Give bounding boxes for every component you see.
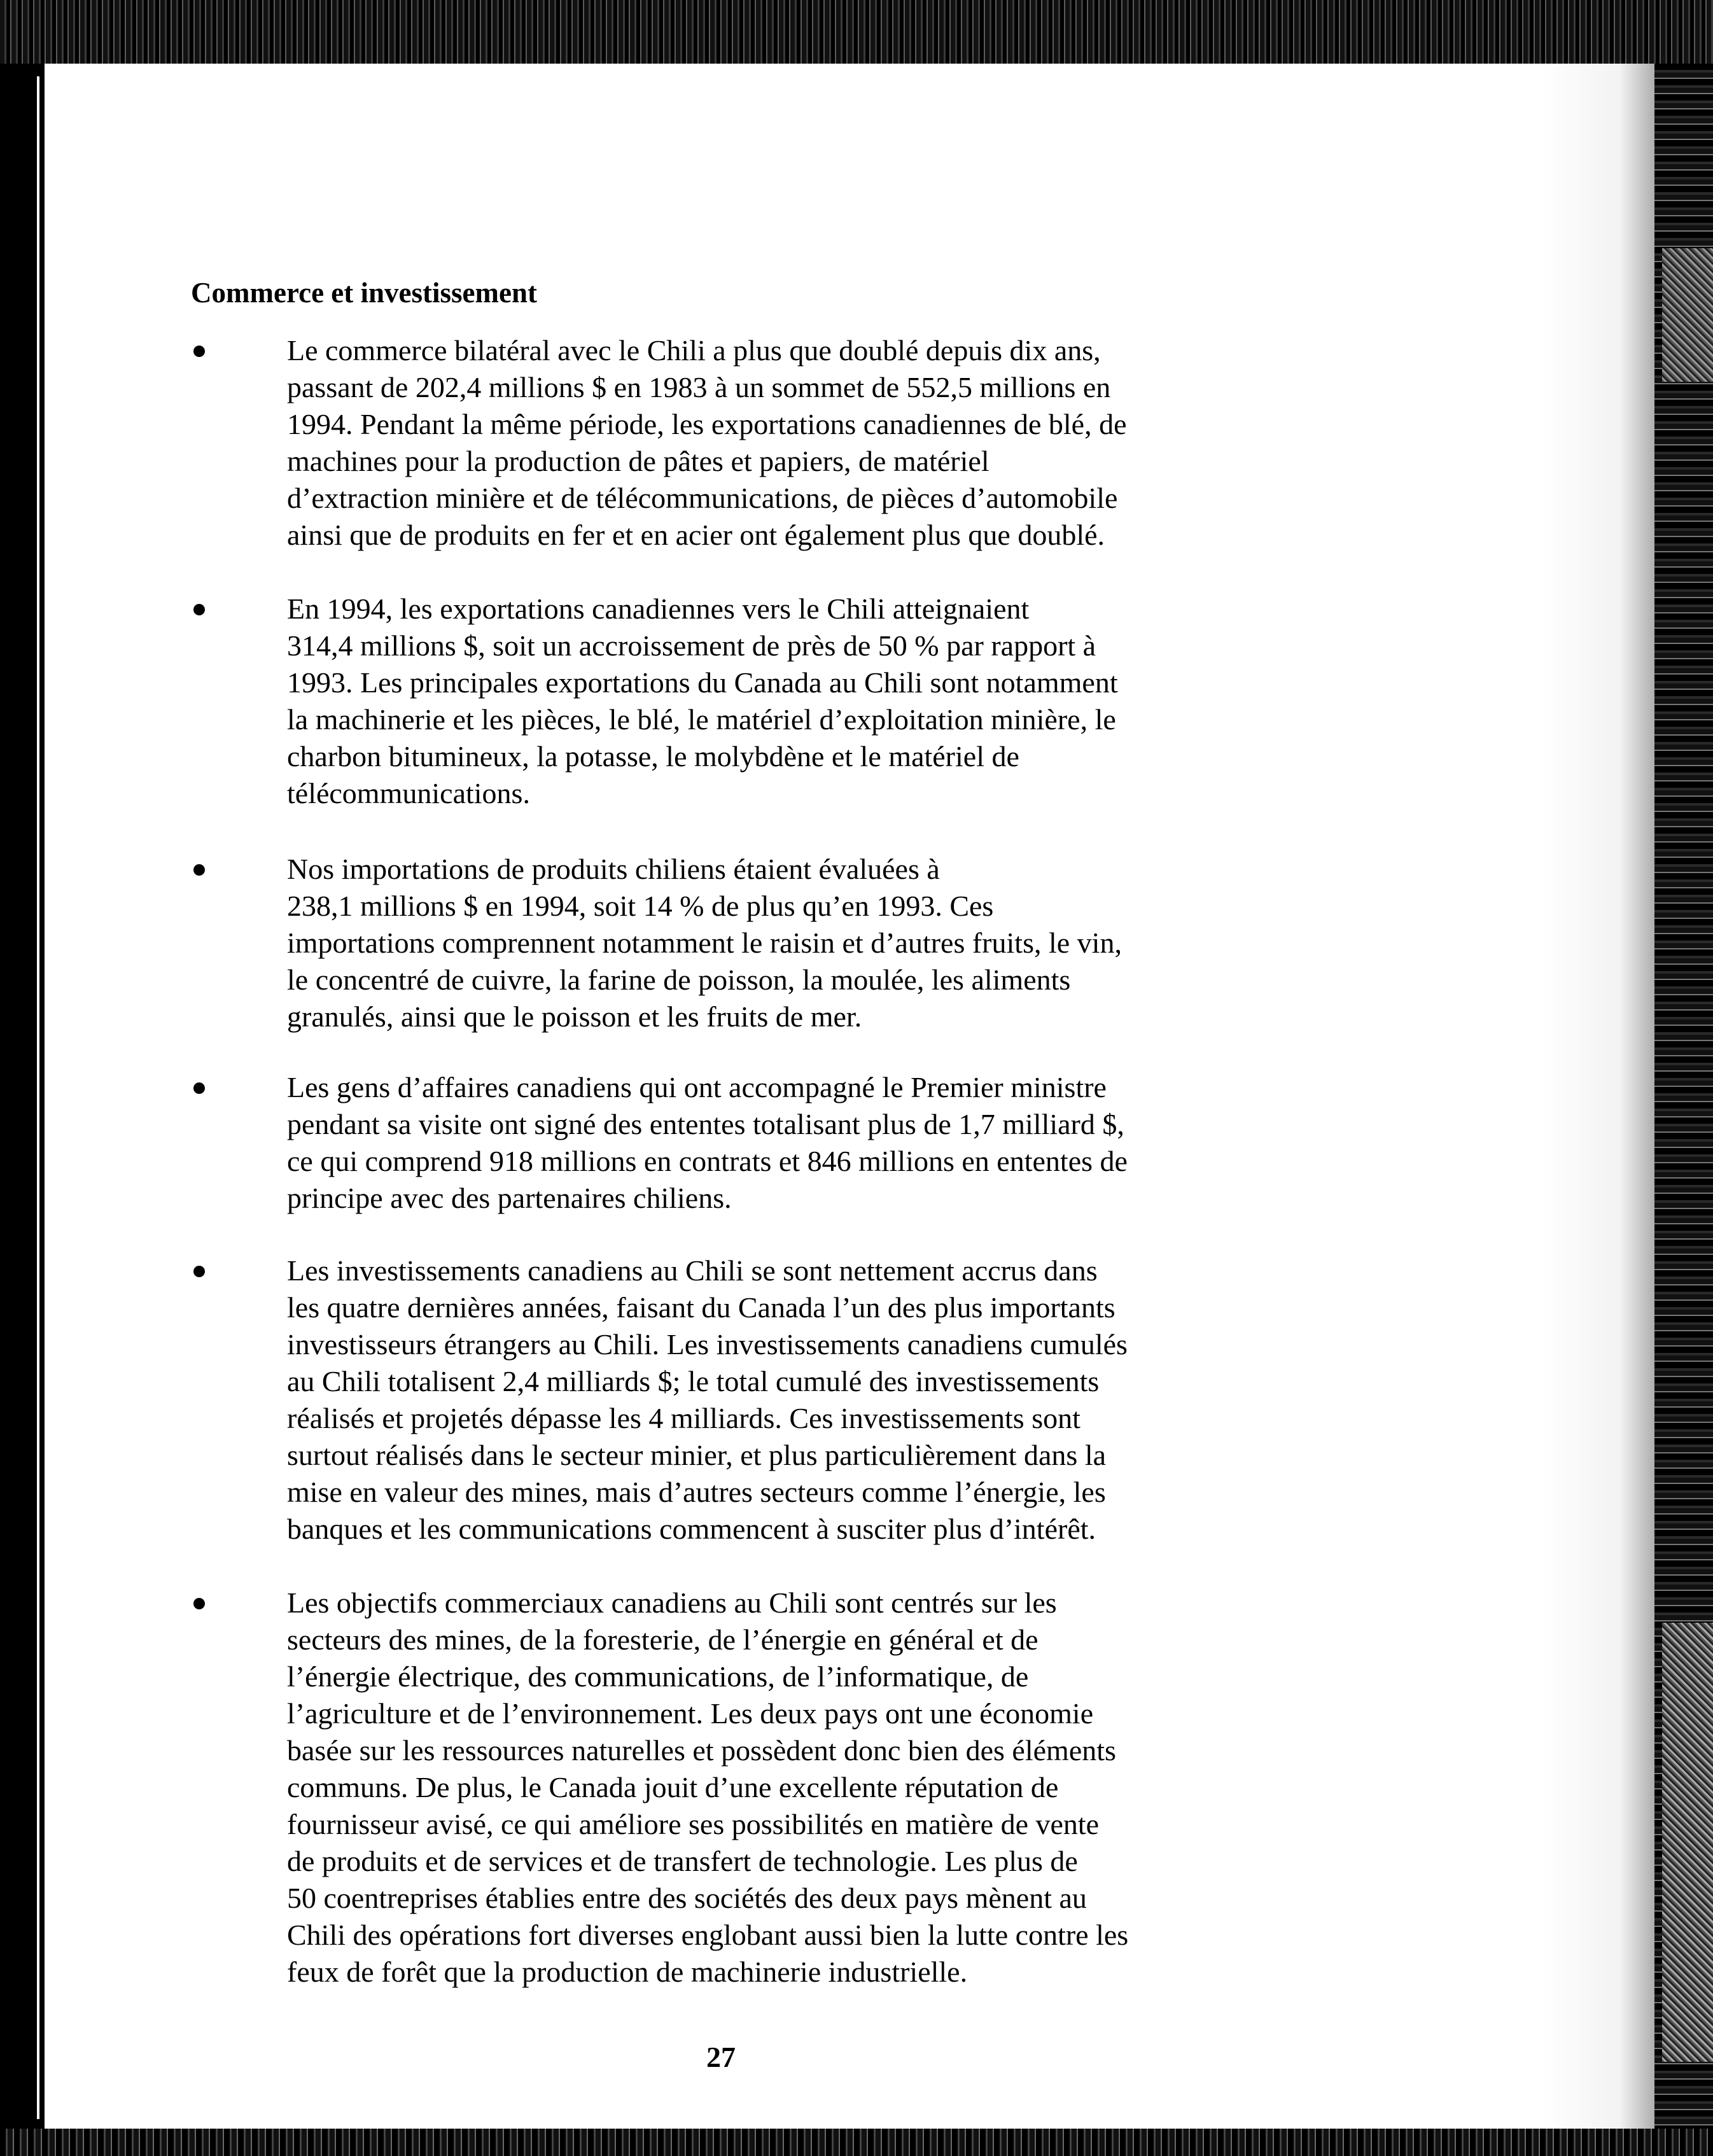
- page-number: 27: [706, 2041, 736, 2073]
- bullet-icon: [193, 604, 205, 615]
- bullet-text: Le commerce bilatéral avec le Chili a plus que doublé depuis dix ans, passant de 202,4 millions $ en 1983 à un sommet de 552,5 millions en 1994. Pendant la même période, les exportations canadiennes de blé, de machines pour la production de pâtes et papiers, de matériel d’extraction minière et de télécommunications, de pièces d’automobile ainsi que de produits en fer et en acier ont également plus que doublé.: [287, 334, 1127, 551]
- bullet-icon: [193, 1598, 205, 1609]
- bullet-icon: [193, 346, 205, 357]
- bullet-text: Nos importations de produits chiliens étaient évaluées à 238,1 millions $ en 1994, soit 14 % de plus qu’en 1993. Ces importations comprennent notamment le raisin et d’autres fruits, le vin, le concentré de cuivre, la farine de poisson, la moulée, les aliments granulés, ainsi que le poisson et les fruits de mer.: [287, 853, 1122, 1033]
- bullet-text: Les objectifs commerciaux canadiens au Chili sont centrés sur les secteurs des mines, de la foresterie, de l’énergie en général et de l’énergie électrique, des communications, de l’informatique, de l’agriculture et de l’environnement. Les deux pays ont une économie basée sur les ressources naturelles et possèdent donc bien des éléments communs. De plus, le Canada jouit d’une excellente réputation de fournisseur avisé, ce qui améliore ses possibilités en matière de vente de produits et de services et de transfert de technologie. Les plus de 50 coentreprises établies entre des sociétés des deux pays mènent au Chili des opérations fort diverses englobant aussi bien la lutte contre les feux de forêt que la production de machinerie industrielle.: [287, 1586, 1129, 1988]
- bullet-icon: [193, 864, 205, 876]
- section-heading: Commerce et investissement: [191, 277, 537, 309]
- bullet-text: Les gens d’affaires canadiens qui ont accompagné le Premier ministre pendant sa visite ont signé des ententes totalisant plus de 1,7 milliard $, ce qui comprend 918 millions en contrats et 846 millions en ententes de principe avec des partenaires chiliens.: [287, 1071, 1128, 1214]
- bullet-text: En 1994, les exportations canadiennes vers le Chili atteignaient 314,4 millions $, soit un accroissement de près de 50 % par rapport à 1993. Les principales exportations du Canada au Chili sont notamment la machinerie et les pièces, le blé, le matériel d’exploitation minière, le charbon bitumineux, la potasse, le molybdène et le matériel de télécommunications.: [287, 592, 1118, 809]
- bullet-text: Les investissements canadiens au Chili se sont nettement accrus dans les quatre dernières années, faisant du Canada l’un des plus importants investisseurs étrangers au Chili. Les investissements canadiens cumulés au Chili totalisent 2,4 milliards $; le total cumulé des investissements réalisés et projetés dépasse les 4 milliards. Ces investissements sont surtout réalisés dans le secteur minier, et plus particulièrement dans la mise en valeur des mines, mais d’autres secteurs comme l’énergie, les banques et les communications commencent à susciter plus d’intérêt.: [287, 1254, 1128, 1545]
- bullet-icon: [193, 1082, 205, 1094]
- bullet-icon: [193, 1266, 205, 1277]
